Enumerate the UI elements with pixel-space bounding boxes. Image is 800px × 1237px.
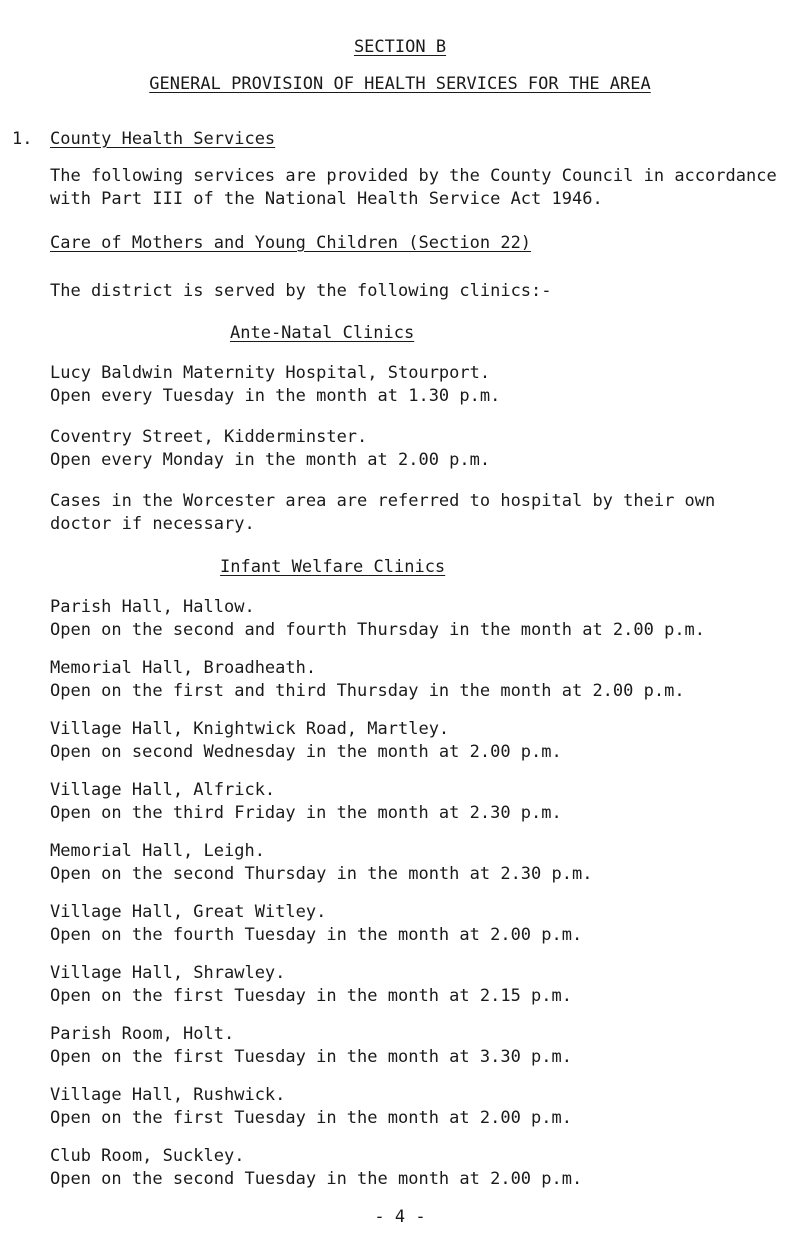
infant-clinic-hours: Open on the second Tuesday in the month at 2.00 p.m. [50,1169,583,1189]
antenatal-clinic-name: Lucy Baldwin Maternity Hospital, Stourport. [50,363,491,383]
page-title: GENERAL PROVISION OF HEALTH SERVICES FOR THE AREA [149,74,651,94]
antenatal-clinic-hours: Open every Monday in the month at 2.00 p.m. [50,450,491,470]
antenatal-clinic-name: Coventry Street, Kidderminster. [50,427,368,447]
infant-clinic-hours: Open on the third Friday in the month at 2.30 p.m. [50,803,562,823]
infant-clinic-hours: Open on the first Tuesday in the month at 3.30 p.m. [50,1047,572,1067]
infant-clinic-hours: Open on the first Tuesday in the month at 2.15 p.m. [50,986,572,1006]
infant-clinic-hours: Open on second Wednesday in the month at 2.00 p.m. [50,742,562,762]
infant-clinic-name: Village Hall, Alfrick. [50,780,276,800]
antenatal-clinic-hours: Open every Tuesday in the month at 1.30 p.m. [50,386,501,406]
subheading: Care of Mothers and Young Children (Section 22) [50,233,532,253]
part-number: 1. [12,129,33,149]
section-label: SECTION B [353,37,447,57]
infant-clinic-name: Memorial Hall, Broadheath. [50,658,317,678]
infant-clinic-name: Parish Hall, Hallow. [50,597,255,617]
infant-clinic-name: Club Room, Suckley. [50,1146,245,1166]
infant-clinic-name: Village Hall, Knightwick Road, Martley. [50,719,450,739]
infant-clinic-hours: Open on the first Tuesday in the month at 2.00 p.m. [50,1108,572,1128]
infant-clinic-name: Memorial Hall, Leigh. [50,841,265,861]
infant-clinic-name: Village Hall, Shrawley. [50,963,286,983]
infant-clinic-hours: Open on the second and fourth Thursday in the month at 2.00 p.m. [50,620,706,640]
infant-clinic-name: Village Hall, Rushwick. [50,1085,286,1105]
infant-welfare-heading: Infant Welfare Clinics [220,557,446,577]
part-heading: County Health Services [50,129,276,149]
antenatal-note-line-2: doctor if necessary. [50,514,255,534]
antenatal-note-line-1: Cases in the Worcester area are referred to hospital by their own [50,491,716,511]
served-by-text: The district is served by the following clinics:- [50,281,552,301]
intro-line-1: The following services are provided by the County Council in accordance [50,166,777,186]
page-number: - 4 - [374,1207,426,1227]
infant-clinic-name: Parish Room, Holt. [50,1024,235,1044]
infant-clinic-hours: Open on the second Thursday in the month at 2.30 p.m. [50,864,593,884]
intro-line-2: with Part III of the National Health Service Act 1946. [50,189,603,209]
antenatal-heading: Ante-Natal Clinics [230,323,415,343]
infant-clinic-hours: Open on the fourth Tuesday in the month at 2.00 p.m. [50,925,583,945]
infant-clinic-hours: Open on the first and third Thursday in the month at 2.00 p.m. [50,681,685,701]
infant-clinic-name: Village Hall, Great Witley. [50,902,327,922]
